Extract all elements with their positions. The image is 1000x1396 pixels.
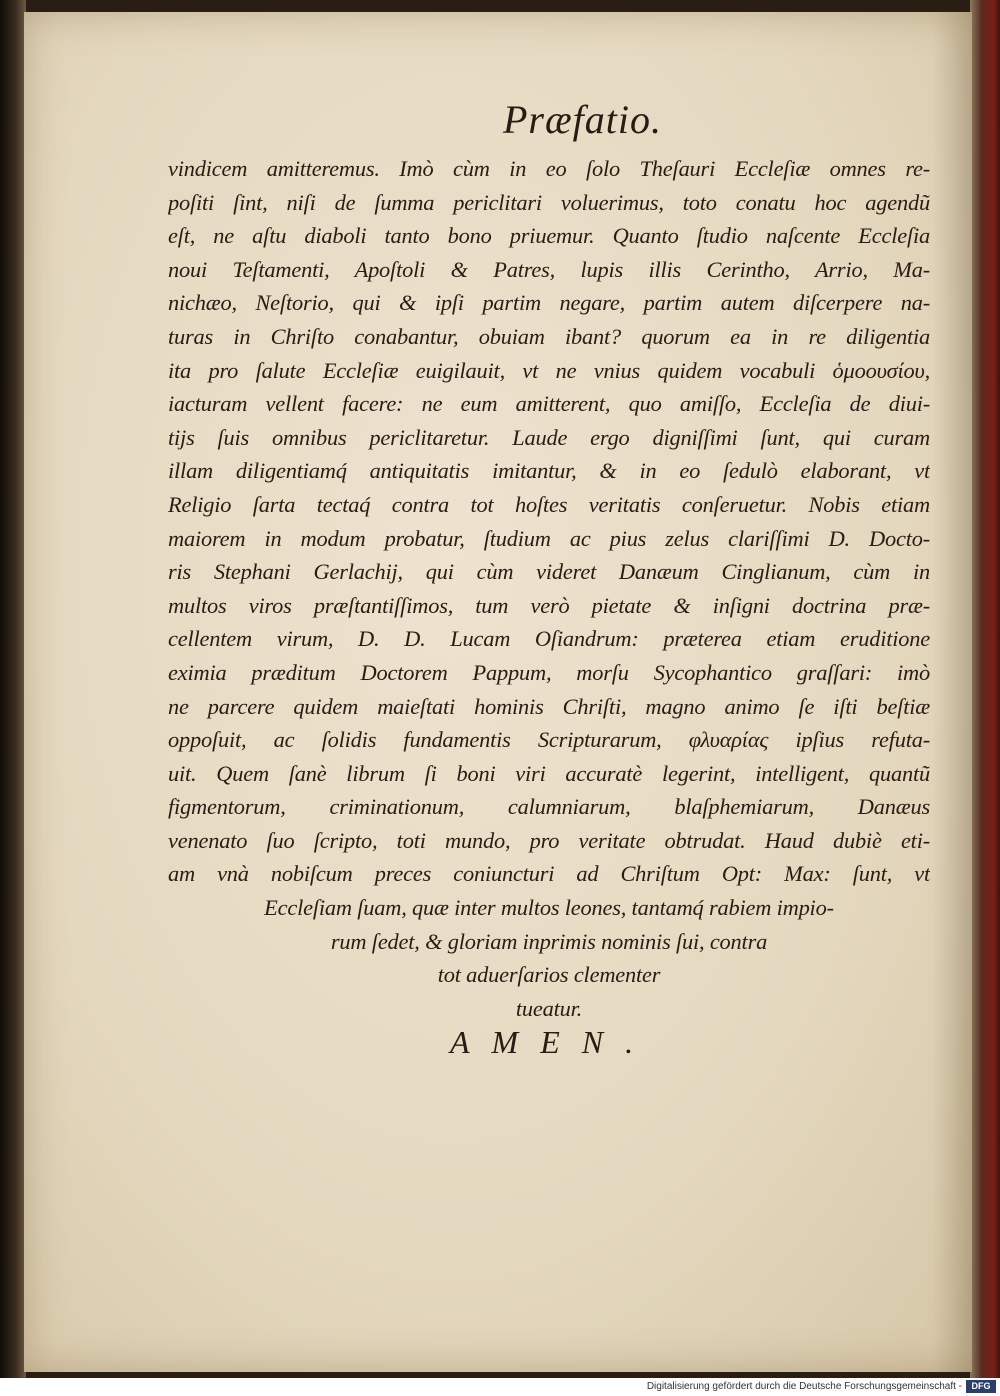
- text-line-tapered: tueatur.: [515, 995, 583, 1021]
- text-line: illam diligentiamq́ antiquitatis imitantur, & in eo ſedulò elaborant, vt: [168, 458, 930, 484]
- text-line: noui Teſtamenti, Apoſtoli & Patres, lupis illis Cerintho, Arrio, Ma-: [168, 256, 930, 282]
- funding-credit: Digitalisierung gefördert durch die Deutsche Forschungsgemeinschaft -: [646, 1381, 962, 1392]
- text-line: venenato ſuo ſcripto, toti mundo, pro veritate obtrudat. Haud dubiè eti-: [168, 827, 930, 853]
- text-line: figmentorum, criminationum, calumniarum, blaſphemiarum, Danæus: [168, 794, 930, 820]
- book-cover-edge: [970, 0, 1000, 1378]
- text-line: nichæo, Neſtorio, qui & ipſi partim negare, partim autem diſcerpere na-: [168, 290, 930, 316]
- text-line-tapered: tot aduerſarios clementer: [437, 962, 661, 988]
- text-line: iacturam vellent facere: ne eum amitterent, quo amiſſo, Eccleſia de diui-: [168, 391, 930, 417]
- text-line: ris Stephani Gerlachij, qui cùm videret Danæum Cinglianum, cùm in: [168, 559, 930, 585]
- closing-amen: AMEN.: [450, 1024, 656, 1060]
- running-head: Præfatio.: [502, 97, 663, 142]
- text-line: turas in Chriſto conabantur, obuiam ibant? quorum ea in re diligentia: [168, 323, 930, 349]
- text-line-tapered: Eccleſiam ſuam, quæ inter multos leones, tantamq́ rabiem impio-: [264, 895, 834, 921]
- text-line: ita pro ſalute Eccleſiæ euigilauit, vt ne vnius quidem vocabuli ὁμοουσίου,: [168, 357, 930, 383]
- text-line: cellentem virum, D. D. Lucam Oſiandrum: præterea etiam eruditione: [168, 626, 930, 652]
- text-line: ne parcere quidem maieſtati hominis Chriſti, magno animo ſe iſti beſtiæ: [168, 693, 930, 719]
- digitization-footer: [0, 1378, 1000, 1396]
- text-line: eximia præditum Doctorem Pappum, morſu Sycophantico graſſari: imò: [168, 659, 930, 685]
- page-header: [0, 96, 1000, 143]
- text-line: poſiti ſint, niſi de ſumma periclitari voluerimus, toto conatu hoc agendũ: [168, 189, 930, 215]
- page-gutter-shadow: [932, 12, 972, 1372]
- text-line-tapered: rum ſedet, & gloriam inprimis nominis ſui, contra: [330, 928, 768, 954]
- text-line: Religio ſarta tectaq́ contra tot hoſtes veritatis conſeruetur. Nobis etiam: [168, 491, 930, 517]
- text-line: am vnà nobiſcum preces coniuncturi ad Chriſtum Opt: Max: ſunt, vt: [168, 861, 930, 887]
- text-line: maiorem in modum probatur, ſtudium ac pius zelus clariſſimi D. Docto-: [168, 525, 930, 551]
- dfg-logo: DFG: [966, 1380, 996, 1393]
- text-line: tijs ſuis omnibus periclitaretur. Laude ergo digniſſimi ſunt, qui curam: [168, 424, 930, 450]
- text-line: eſt, ne aſtu diaboli tanto bono priuemur. Quanto ſtudio naſcente Eccleſia: [168, 223, 930, 249]
- text-line: vindicem amitteremus. Imò cùm in eo ſolo Theſauri Eccleſiæ omnes re-: [168, 156, 930, 181]
- text-line: multos viros præſtantiſſimos, tum verò pietate & inſigni doctrina præ-: [168, 592, 930, 618]
- text-line: uit. Quem ſanè librum ſi boni viri accuratè legerint, intelligent, quantũ: [168, 760, 930, 786]
- text-line: oppoſuit, ac ſolidis fundamentis Scripturarum, φλυαρίας ipſius refuta-: [168, 727, 930, 753]
- body-text: [168, 152, 930, 1025]
- book-spine-edge: [0, 0, 26, 1378]
